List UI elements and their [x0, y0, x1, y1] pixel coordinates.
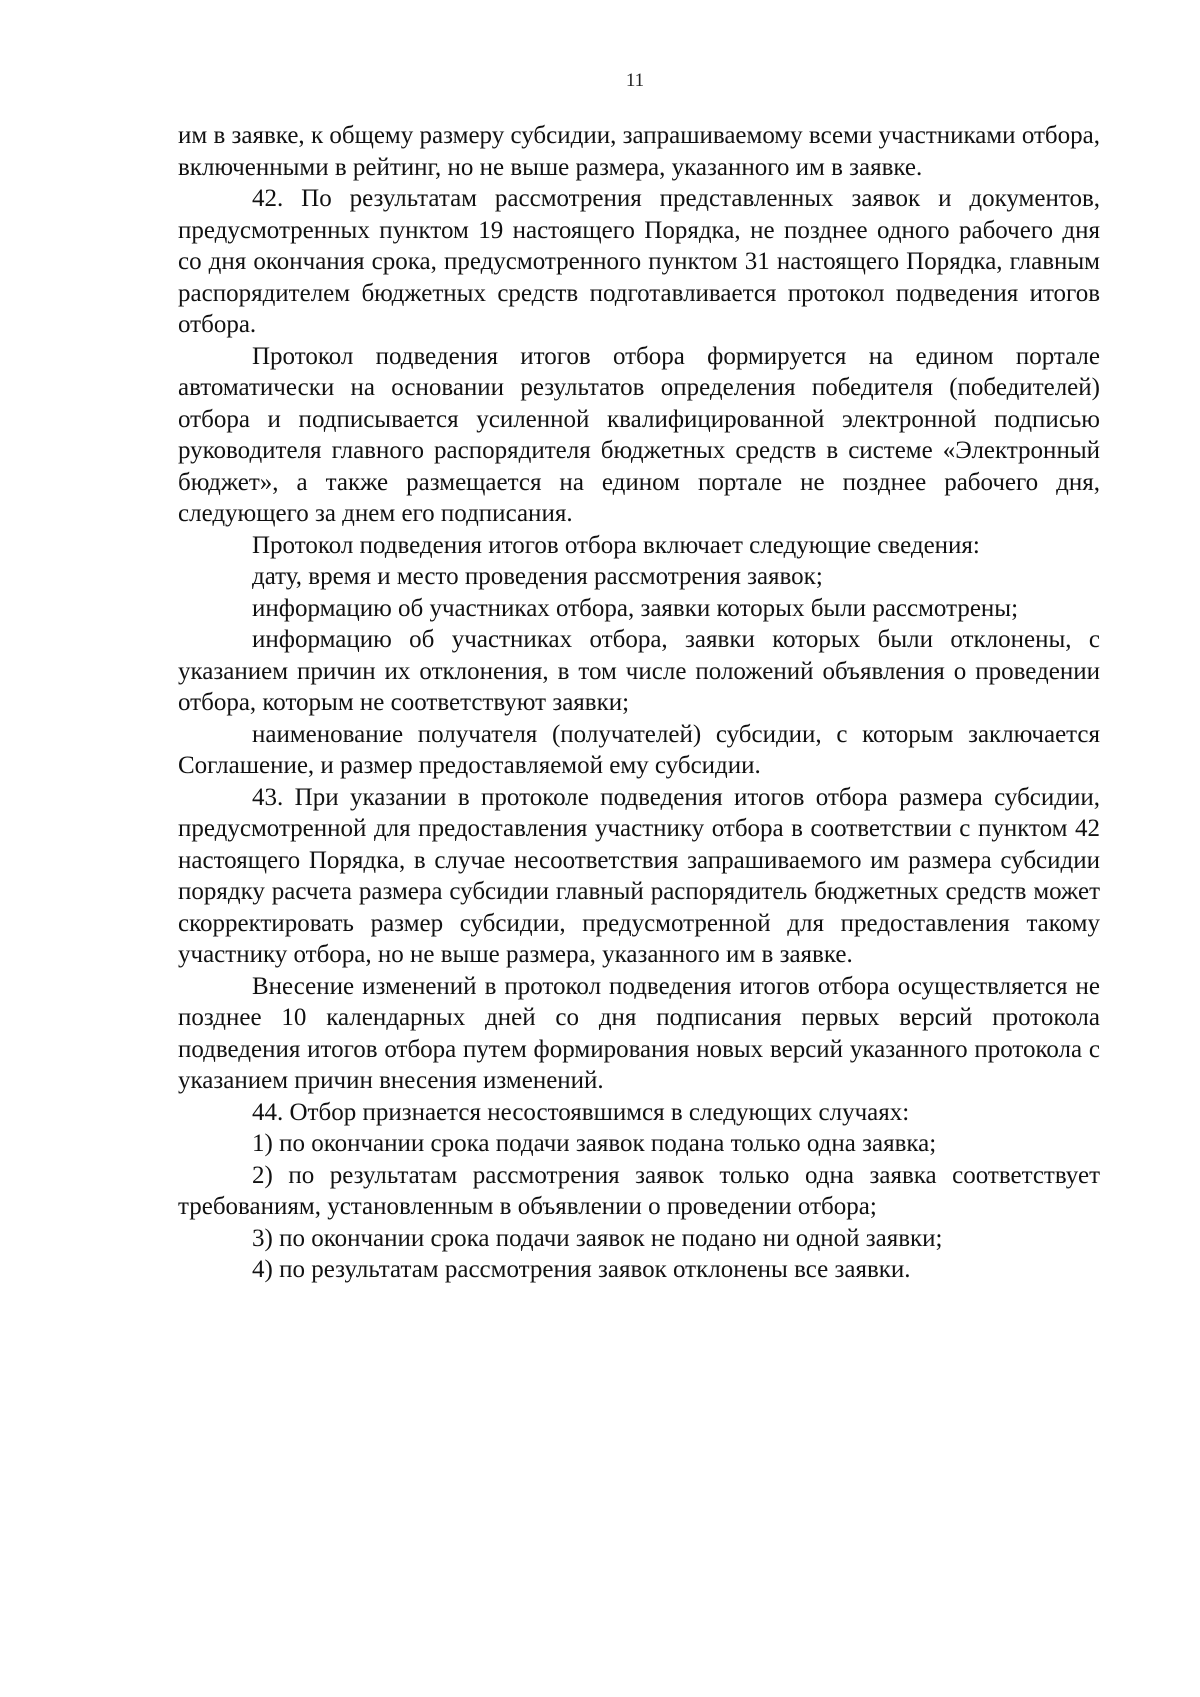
paragraph: им в заявке, к общему размеру субсидии, запрашиваемому всеми участниками отбора, включенными в рейтинг, но не выше размера, указанного им в заявке. — [178, 122, 1100, 181]
paragraph: 44. Отбор признается несостоявшимся в следующих случаях: — [252, 1098, 910, 1126]
list-item: 4) по результатам рассмотрения заявок отклонены все заявки. — [252, 1256, 911, 1283]
paragraph: наименование получателя (получателей) субсидии, с которым заключается Соглашение, и размер предоставляемой ему субсидии. — [178, 720, 1100, 779]
paragraph: Протокол подведения итогов отбора формируется на едином портале автоматически на основании результатов определения победителя (победителей) отбора и подписывается усиленной квалифицированной электронной подписью руководителя главного распорядителя бюджетных средств в системе «Электронный бюджет», а также размещается на едином портале не позднее рабочего дня, следующего за днем его подписания. — [178, 342, 1100, 527]
paragraph: информацию об участниках отбора, заявки которых были рассмотрены; — [252, 594, 1019, 622]
list-item: 3) по окончании срока подачи заявок не подано ни одной заявки; — [252, 1224, 943, 1252]
paragraph: 42. По результатам рассмотрения представленных заявок и документов, предусмотренных пунктом 19 настоящего Порядка, не позднее одного рабочего дня со дня окончания срока, предусмотренного пунктом 31 настоящего Порядка, главным распорядителем бюджетных средств подготавливается протокол подведения итогов отбора. — [178, 185, 1100, 338]
paragraph: дату, время и место проведения рассмотрения заявок; — [252, 563, 823, 590]
list-item: 2) по результатам рассмотрения заявок только одна заявка соответствует требованиям, установленным в объявлении о проведении отбора; — [178, 1161, 1100, 1220]
paragraph: Протокол подведения итогов отбора включает следующие сведения: — [252, 531, 980, 559]
page-number: 11 — [625, 70, 645, 91]
paragraph: информацию об участниках отбора, заявки которых были отклонены, с указанием причин их отклонения, в том числе положений объявления о проведении отбора, которым не соответствуют заявки; — [178, 626, 1100, 716]
document-body — [178, 120, 1100, 1286]
paragraph: 43. При указании в протоколе подведения итогов отбора размера субсидии, предусмотренной для предоставления участнику отбора в соответствии с пунктом 42 настоящего Порядка, в случае несоответствия запрашиваемого им размера субсидии порядку расчета размера субсидии главный распорядитель бюджетных средств может скорректировать размер субсидии, предусмотренной для предоставления такому участнику отбора, но не выше размера, указанного им в заявке. — [178, 783, 1100, 968]
list-item: 1) по окончании срока подачи заявок подана только одна заявка; — [252, 1130, 937, 1157]
paragraph: Внесение изменений в протокол подведения итогов отбора осуществляется не позднее 10 календарных дней со дня подписания первых версий протокола подведения итогов отбора путем формирования новых версий указанного протокола с указанием причин внесения изменений. — [178, 972, 1100, 1094]
